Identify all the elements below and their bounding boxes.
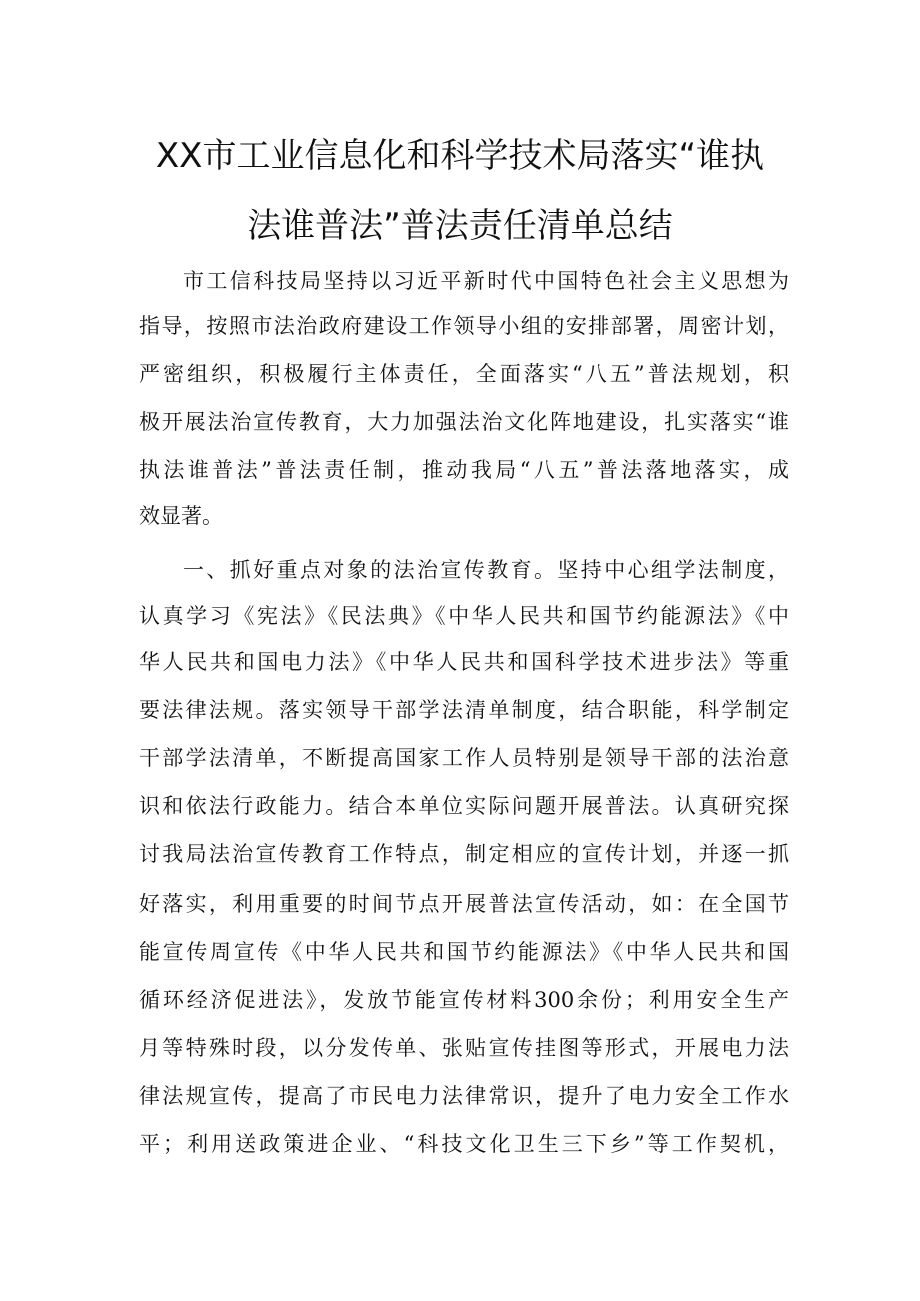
body-line: 好落实，利用重要的时间节点开展普法宣传活动，如：在全国节: [139, 892, 789, 916]
body-line: 月等特殊时段，以分发传单、张贴宣传挂图等形式，开展电力法: [139, 1036, 789, 1060]
body-line: 讨我局法治宣传教育工作特点，制定相应的宣传计划，并逐一抓: [139, 842, 789, 866]
body-line: 效显著。: [139, 504, 223, 528]
body-line: 执法谁普法”普法责任制，推动我局“八五”普法落地落实，成: [139, 458, 789, 482]
body-line: 平；利用送政策进企业、“科技文化卫生三下乡”等工作契机，: [139, 1132, 789, 1156]
body-line: 干部学法清单，不断提高国家工作人员特别是领导干部的法治意: [139, 746, 789, 770]
body-line: 识和依法行政能力。结合本单位实际问题开展普法。认真研究探: [139, 794, 789, 818]
body-line: 华人民共和国电力法》《中华人民共和国科学技术进步法》等重: [139, 650, 789, 674]
body-line: 要法律法规。落实领导干部学法清单制度，结合职能，科学制定: [139, 698, 789, 722]
body-line: 律法规宣传，提高了市民电力法律常识，提升了电力安全工作水: [139, 1084, 789, 1108]
body-line: 极开展法治宣传教育，大力加强法治文化阵地建设，扎实落实“谁: [139, 410, 789, 434]
document-title-line-2: 法谁普法”普法责任清单总结: [247, 206, 673, 246]
body-line: 一、抓好重点对象的法治宣传教育。坚持中心组学法制度，: [183, 558, 789, 582]
body-line: 指导，按照市法治政府建设工作领导小组的安排部署，周密计划，: [139, 314, 789, 338]
body-line: 能宣传周宣传《中华人民共和国节约能源法》《中华人民共和国: [139, 940, 789, 964]
document-title-line-1: XX市工业信息化和科学技术局落实“谁执: [155, 136, 765, 176]
body-line: 严密组织，积极履行主体责任，全面落实“八五”普法规划，积: [139, 362, 789, 386]
body-line: 市工信科技局坚持以习近平新时代中国特色社会主义思想为: [183, 269, 789, 293]
body-line: 认真学习《宪法》《民法典》《中华人民共和国节约能源法》《中: [139, 604, 789, 628]
body-line: 循环经济促进法》，发放节能宣传材料300余份；利用安全生产: [139, 988, 789, 1012]
